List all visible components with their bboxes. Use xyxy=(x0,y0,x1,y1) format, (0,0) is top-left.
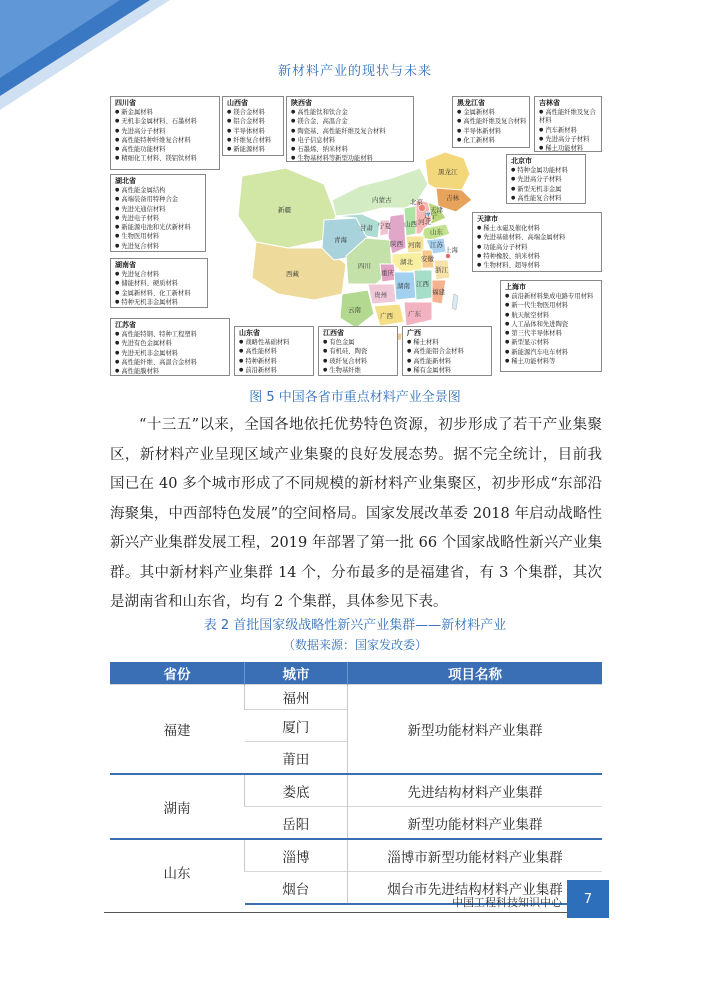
box-item: ● 新金属材料 xyxy=(115,108,216,117)
map-label-ningxia: 宁夏 xyxy=(378,222,391,230)
box-item: ● 先进无机非金属材料 xyxy=(115,349,226,358)
cell-province: 山东 xyxy=(110,839,245,904)
province-materials-figure xyxy=(110,88,602,380)
box-title: 黑龙江省 xyxy=(457,99,485,107)
cell-city: 厦门 xyxy=(245,710,348,742)
table-source: （数据来源：国家发改委） xyxy=(282,638,427,652)
box-item: ● 高性能纤维及复合材料 xyxy=(457,117,526,126)
box-item: ● 先进复合材料 xyxy=(115,270,204,279)
box-item: ● 高性能材料 xyxy=(239,347,310,356)
box-item: ● 前沿新材料 xyxy=(239,366,310,375)
box-item: ● 高性能纤维及复合材料 xyxy=(539,108,598,126)
map-label-shanghai: 上海 xyxy=(445,246,458,254)
map-label-zhejiang: 浙江 xyxy=(435,266,448,274)
industry-cluster-table xyxy=(110,662,602,905)
box-hubei xyxy=(110,174,206,252)
box-item: ● 高性能特钢、特种工程塑料 xyxy=(115,330,226,339)
box-item: ● 战略性基础材料 xyxy=(239,338,310,347)
table-caption: 表 2 首批国家级战略性新兴产业集群——新材料产业 xyxy=(203,618,507,633)
cell-project: 淄博市新型功能材料产业集群 xyxy=(348,839,603,872)
map-label-xizang: 西藏 xyxy=(286,270,299,278)
cell-province: 福建 xyxy=(110,685,245,775)
map-label-gansu: 甘肃 xyxy=(360,224,373,232)
map-label-jiangsu: 江苏 xyxy=(430,241,443,249)
box-beijing xyxy=(506,154,586,204)
cell-province: 湖南 xyxy=(110,774,245,839)
box-item: ● 先进高分子材料 xyxy=(511,175,582,184)
header-province: 省份 xyxy=(110,662,245,685)
box-item: ● 化工新材料 xyxy=(457,136,526,145)
table-row xyxy=(110,685,602,710)
map-label-tianjin: 天津 xyxy=(430,206,443,214)
box-item: ● 新型显示材料 xyxy=(505,338,598,347)
box-item: ● 镁合金、高温合金 xyxy=(291,117,410,126)
box-shandong xyxy=(234,326,314,376)
box-item: ● 高性能铝合金材料 xyxy=(407,347,488,356)
box-item: ● 新一代生物医用材料 xyxy=(505,301,598,310)
box-item: ● 特种新材料 xyxy=(239,357,310,366)
header-project: 项目名称 xyxy=(348,662,603,685)
box-title: 广西 xyxy=(407,329,421,337)
box-item: ● 高性能钛和钛合金 xyxy=(291,108,410,117)
map-label-guangxi: 广西 xyxy=(380,312,393,320)
box-item: ● 特种橡胶、纳米材料 xyxy=(477,252,598,261)
box-item: ● 高端装备用特种合金 xyxy=(115,195,202,204)
map-label-hubei: 湖北 xyxy=(400,258,413,266)
box-item: ● 新能源电池和光伏新材料 xyxy=(115,223,202,232)
table-header-row xyxy=(110,662,602,685)
box-sichuan xyxy=(110,96,220,170)
box-guangxi xyxy=(402,326,492,376)
table-row xyxy=(110,839,602,872)
box-item: ● 生物材料、超导材料 xyxy=(477,261,598,270)
box-item: ● 纤维复合材料 xyxy=(227,136,280,145)
box-shanxi xyxy=(222,96,284,156)
box-title: 江苏省 xyxy=(115,321,136,329)
map-label-heilongjiang: 黑龙江 xyxy=(438,168,458,176)
header-city: 城市 xyxy=(245,662,348,685)
figure-caption: 图 5 中国各省市重点材料产业全景图 xyxy=(249,390,461,405)
box-item: ● 特种无机非金属材料 xyxy=(115,298,204,307)
box-item: ● 半导体新材料 xyxy=(457,127,526,136)
box-item: ● 有色金属 xyxy=(323,338,394,347)
map-label-hunan: 湖南 xyxy=(397,282,410,290)
cell-city: 莆田 xyxy=(245,742,348,775)
box-item: ● 稀有金属材料 xyxy=(407,366,488,375)
footer-divider xyxy=(104,912,574,913)
box-item: ● 金属新材料、化工新材料 xyxy=(115,289,204,298)
cell-city: 福州 xyxy=(245,685,348,710)
box-item: ● 先进光通信材料 xyxy=(115,205,202,214)
box-item: ● 金属新材料 xyxy=(457,108,526,117)
box-item: ● 人工晶体和先进陶瓷 xyxy=(505,320,598,329)
box-item: ● 储能材料、硬质材料 xyxy=(115,279,204,288)
box-item: ● 高性能特种纤维复合材料 xyxy=(115,136,216,145)
table-row xyxy=(110,774,602,807)
box-title: 陕西省 xyxy=(291,99,312,107)
cell-city: 娄底 xyxy=(245,774,348,807)
box-item: ● 新型无机非金属 xyxy=(511,185,582,194)
box-item: ● 前沿新材料集成电路专用材料 xyxy=(505,292,598,301)
box-item: ● 铝合金材料 xyxy=(227,117,280,126)
footer-org: 中国工程科技知识中心 xyxy=(452,896,562,909)
map-label-qinghai: 青海 xyxy=(334,236,347,244)
box-item: ● 先进有色金属材料 xyxy=(115,339,226,348)
box-title: 吉林省 xyxy=(539,99,560,107)
map-label-jilin: 吉林 xyxy=(446,194,459,202)
box-item: ● 石墨烯、纳米材料 xyxy=(291,145,410,154)
box-title: 山西省 xyxy=(227,99,248,107)
box-title: 上海市 xyxy=(505,283,526,291)
map-label-shanxi: 山西 xyxy=(404,220,417,228)
box-item: ● 稀土功能材料等 xyxy=(505,357,598,366)
box-item: ● 镁合金材料 xyxy=(227,108,280,117)
box-title: 北京市 xyxy=(511,157,532,165)
cell-city: 烟台 xyxy=(245,872,348,905)
box-item: ● 稀土永磁及催化材料 xyxy=(477,224,598,233)
box-item: ● 高性能金属结构 xyxy=(115,186,202,195)
box-item: ● 汽车新材料 xyxy=(539,126,598,135)
box-item: ● 稀土材料 xyxy=(407,338,488,347)
box-item: ● 生物基纤维 xyxy=(323,366,394,375)
map-label-anhui: 安徽 xyxy=(421,255,434,263)
box-item: ● 陶瓷基、高性能纤维及复合材料 xyxy=(291,127,410,136)
cell-city: 岳阳 xyxy=(245,807,348,840)
box-item: ● 生物基材料等新型功能材料 xyxy=(291,154,410,163)
map-label-guizhou: 贵州 xyxy=(374,291,387,299)
box-item: ● 生物医用材料 xyxy=(115,232,202,241)
cell-city: 淄博 xyxy=(245,839,348,872)
box-shanghai xyxy=(500,280,602,372)
box-item: ● 先进复合材料 xyxy=(115,242,202,251)
box-title: 湖南省 xyxy=(115,261,136,269)
cell-project: 新型功能材料产业集群 xyxy=(348,807,603,840)
body-paragraph: “十三五”以来，全国各地依托优势特色资源，初步形成了若干产业集聚区，新材料产业呈现区域产业集聚的良好发展态势。据不完全统计，目前我国已在 40 多个城市形成了不同规模的新材料产业集聚区，初步形成“东部沿海聚集，中西部特色发展”的空间格局。国家发展改革委 2018 年启动战略性新兴产业集群发展工程，2019 年部署了第一批 66 个国家战略性新兴产业集群。其中新材料产业集群 14 个，分布最多的是福建省，有 3 个集群，其次是湖南省和山东省，均有 2 个集群，具体参见下表。 xyxy=(110,417,602,610)
map-label-shandong: 山东 xyxy=(430,228,443,236)
box-item: ● 第三代半导体材料 xyxy=(505,329,598,338)
map-label-neimenggu: 内蒙古 xyxy=(372,196,392,204)
map-label-sichuan: 四川 xyxy=(358,262,371,270)
box-shaanxi xyxy=(286,96,414,162)
box-hunan xyxy=(110,258,208,308)
map-label-beijing: 北京 xyxy=(410,198,423,206)
box-item: ● 高性能新材料 xyxy=(407,357,488,366)
box-item: ● 玻纤复合材料 xyxy=(323,357,394,366)
box-title: 湖北省 xyxy=(115,177,136,185)
cell-project: 烟台市先进结构材料产业集群 xyxy=(348,872,603,905)
box-item: ● 航天航空材料 xyxy=(505,311,598,320)
box-item: ● 特种金属功能材料 xyxy=(511,166,582,175)
running-title: 新材料产业的现状与未来 xyxy=(277,64,432,79)
box-jilin xyxy=(534,96,602,152)
box-item: ● 先进高分子材料 xyxy=(115,127,216,136)
body-text xyxy=(110,411,602,618)
box-title: 天津市 xyxy=(477,215,498,223)
box-item: ● 高性能纤维、高温合金材料 xyxy=(115,358,226,367)
map-label-xinjiang: 新疆 xyxy=(278,206,291,214)
box-title: 江西省 xyxy=(323,329,344,337)
box-jiangsu xyxy=(110,318,230,376)
map-label-liaoning: 辽宁 xyxy=(424,212,437,220)
box-jiangxi xyxy=(318,326,398,376)
box-item: ● 高性能膜材料 xyxy=(115,367,226,376)
box-title: 四川省 xyxy=(115,99,136,107)
box-item: ● 半导体材料 xyxy=(227,127,280,136)
box-item: ● 有机硅、陶瓷 xyxy=(323,347,394,356)
map-label-chongqing: 重庆 xyxy=(381,269,394,277)
box-item: ● 先进基础材料、高端金属材料 xyxy=(477,233,598,242)
box-item: ● 电子信息材料 xyxy=(291,136,410,145)
box-item: ● 先进电子材料 xyxy=(115,214,202,223)
box-heilongjiang xyxy=(452,96,530,148)
map-label-henan: 河南 xyxy=(408,241,421,249)
box-tianjin xyxy=(472,212,602,272)
box-item: ● 无机非金属材料、石墨材料 xyxy=(115,117,216,126)
map-label-shaanxi: 陕西 xyxy=(390,240,403,248)
map-label-fujian: 福建 xyxy=(432,288,445,296)
box-item: ● 稀土功能材料 xyxy=(539,144,598,153)
map-label-hebei: 河北 xyxy=(418,218,431,226)
map-label-jiangxi: 江西 xyxy=(416,280,429,288)
box-item: ● 精细化工材料、镁铝钛材料 xyxy=(115,154,216,163)
box-title: 山东省 xyxy=(239,329,260,337)
cell-project: 新型功能材料产业集群 xyxy=(348,685,603,775)
map-label-guangdong: 广东 xyxy=(408,310,421,318)
box-item: ● 新能源汽车电车材料 xyxy=(505,348,598,357)
page-number: 7 xyxy=(567,880,609,918)
box-item: ● 高性能功能材料 xyxy=(115,145,216,154)
map-label-yunnan: 云南 xyxy=(348,306,361,314)
box-item: ● 功能高分子材料 xyxy=(477,243,598,252)
box-item: ● 先进高分子材料 xyxy=(539,135,598,144)
box-item: ● 新能源材料 xyxy=(227,145,280,154)
box-item: ● 高性能复合材料 xyxy=(511,194,582,203)
cell-project: 先进结构材料产业集群 xyxy=(348,774,603,807)
